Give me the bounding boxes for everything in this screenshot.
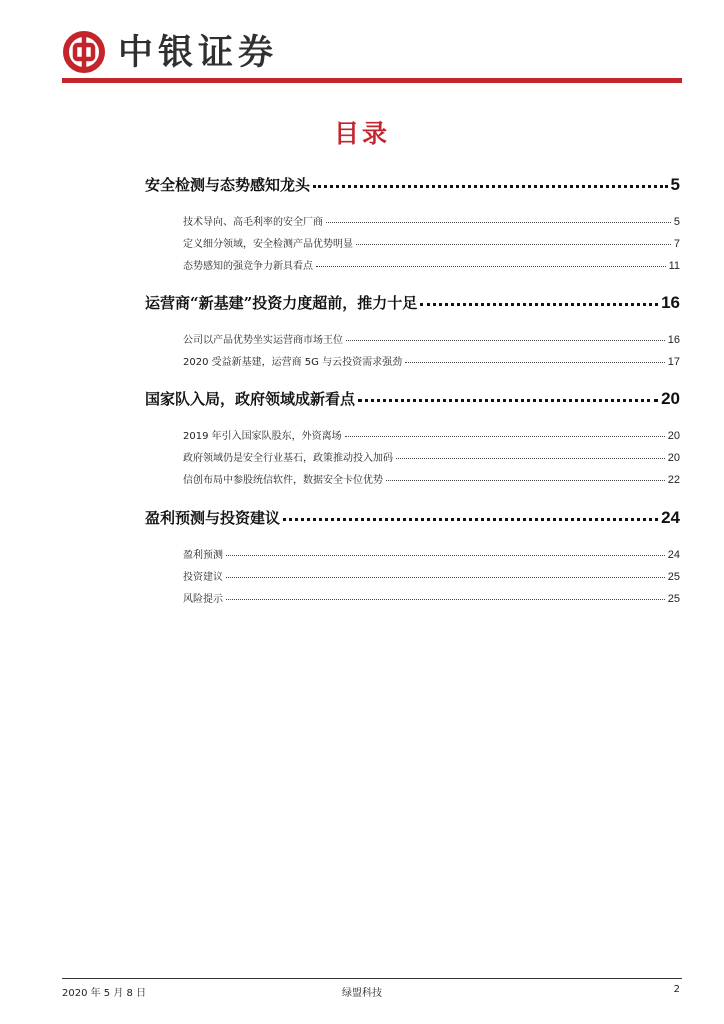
toc-item[interactable]: [183, 568, 680, 583]
toc-item-page: 11: [668, 260, 680, 272]
toc-item[interactable]: [183, 213, 680, 228]
dot-leader: [226, 577, 665, 578]
toc-item-page: 22: [667, 474, 680, 486]
toc-item-label: 投资建议: [183, 572, 223, 583]
toc-item-label: 政府领域仍是安全行业基石，政策推动投入加码: [183, 453, 393, 464]
toc-section-4[interactable]: [145, 507, 680, 528]
dot-leader: [326, 222, 671, 223]
dot-leader: [405, 362, 665, 363]
dot-leader: [226, 599, 665, 600]
toc-section-page: 16: [661, 293, 680, 312]
toc-item[interactable]: [183, 331, 680, 346]
bank-of-china-logo-icon: [62, 30, 106, 74]
dot-leader: [226, 555, 665, 556]
toc-item-page: 20: [667, 430, 680, 442]
toc-section-page: 24: [661, 508, 680, 527]
toc-item-label: 2019 年引入国家队股东，外资离场: [183, 431, 342, 442]
toc-section-label: 国家队入局，政府领域成新看点: [145, 390, 356, 408]
dot-leader: [358, 399, 658, 402]
header-divider: [62, 78, 682, 83]
toc-section-1[interactable]: [145, 174, 680, 195]
toc-item[interactable]: [183, 353, 680, 368]
toc-item[interactable]: [183, 471, 680, 486]
dot-leader: [283, 518, 658, 521]
toc-item-page: 7: [673, 238, 680, 250]
dot-leader: [420, 303, 658, 306]
toc-section-page: 20: [661, 389, 680, 408]
toc-item-page: 25: [667, 571, 680, 583]
dot-leader: [316, 266, 666, 267]
report-header: [62, 30, 684, 80]
toc-item-page: 5: [673, 216, 680, 228]
toc-item-label: 盈利预测: [183, 550, 223, 561]
toc-item-page: 25: [667, 593, 680, 605]
footer-page-number: 2: [673, 984, 680, 995]
footer-divider: [62, 978, 682, 979]
toc-section-label: 安全检测与态势感知龙头: [145, 176, 311, 194]
dot-leader: [396, 458, 665, 459]
dot-leader: [346, 340, 665, 341]
toc-section-label: 运营商“新基建”投资力度超前，推力十足: [145, 294, 418, 312]
footer-date: 2020 年 5 月 8 日: [62, 988, 147, 999]
toc-item-label: 风险提示: [183, 594, 223, 605]
toc-section-2[interactable]: [145, 292, 680, 313]
toc-title: 目录: [333, 119, 390, 148]
toc-item-label: 定义细分领域，安全检测产品优势明显: [183, 239, 353, 250]
toc-section-label: 盈利预测与投资建议: [145, 509, 281, 527]
toc-item-page: 20: [667, 452, 680, 464]
toc-item[interactable]: [183, 546, 680, 561]
footer-company: 绿盟科技: [342, 988, 382, 999]
toc-item-label: 信创布局中参股统信软件，数据安全卡位优势: [183, 475, 383, 486]
dot-leader: [356, 244, 671, 245]
toc-item-label: 技术导向、高毛利率的安全厂商: [183, 217, 323, 228]
toc-item-label: 公司以产品优势坐实运营商市场王位: [183, 335, 343, 346]
toc-item-page: 16: [667, 334, 680, 346]
toc-item[interactable]: [183, 257, 680, 272]
dot-leader: [313, 185, 668, 188]
toc-item[interactable]: [183, 235, 680, 250]
dot-leader: [386, 480, 665, 481]
dot-leader: [345, 436, 665, 437]
toc-item-page: 24: [667, 549, 680, 561]
toc-item-label: 态势感知的强竞争力新具看点: [183, 261, 313, 272]
brand-name: 中银证券: [118, 32, 279, 73]
toc-item-label: 2020 受益新基建，运营商 5G 与云投资需求强劲: [183, 357, 403, 368]
toc-item[interactable]: [183, 427, 680, 442]
toc-item-page: 17: [667, 356, 680, 368]
toc-section-3[interactable]: [145, 388, 680, 409]
toc-item[interactable]: [183, 449, 680, 464]
toc-section-page: 5: [670, 175, 680, 194]
toc-item[interactable]: [183, 590, 680, 605]
